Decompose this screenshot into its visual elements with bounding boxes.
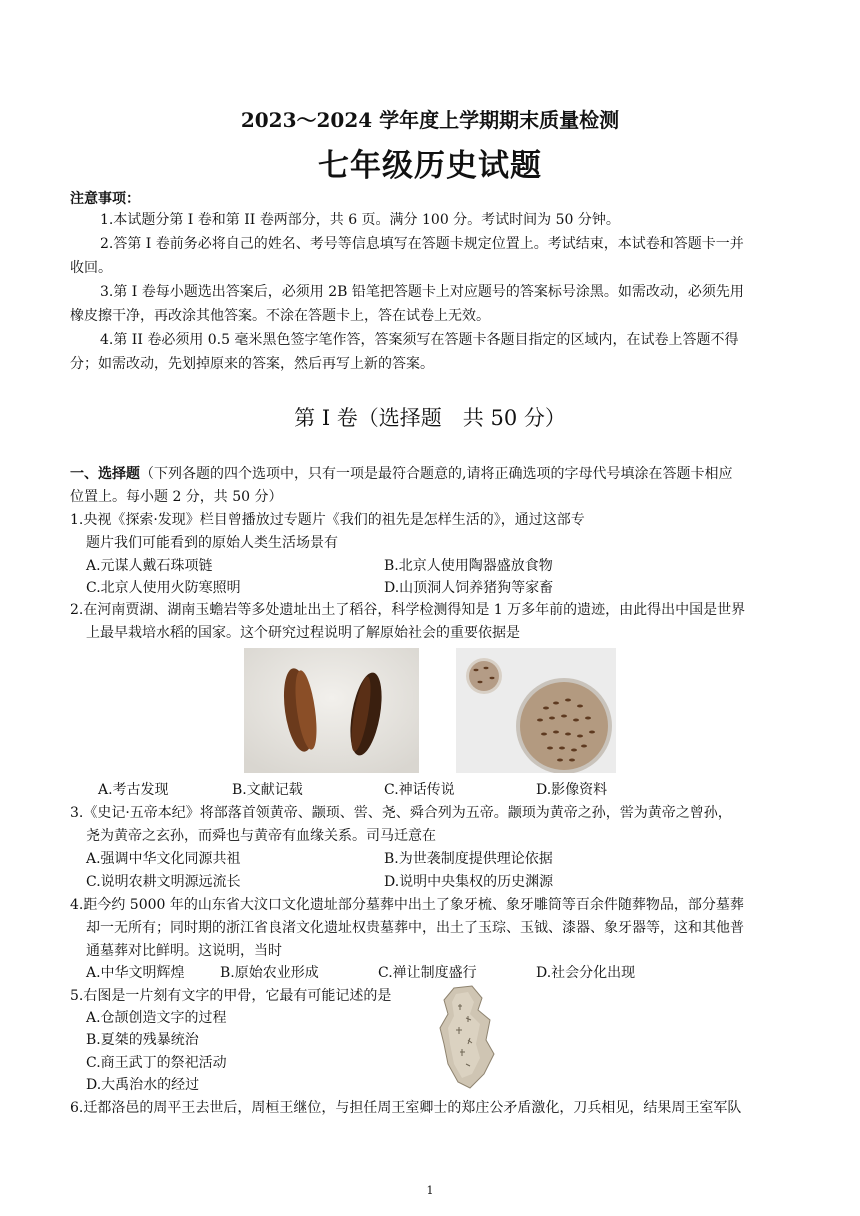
q4-option-d: D.社会分化出现 [536, 965, 636, 981]
q2-option-a: A.考古发现 [98, 782, 169, 798]
question-1-stem: 题片我们可能看到的原始人类生活场景有 [86, 535, 338, 551]
q1-option-d: D.山顶洞人饲养猪狗等家畜 [384, 580, 554, 596]
q2-option-b: B.文献记载 [232, 782, 303, 798]
page-number: 1 [426, 1184, 434, 1197]
q3-option-d: D.说明中央集权的历史渊源 [384, 874, 554, 890]
note-line: 橡皮擦干净，再改涂其他答案。不涂在答题卡上，答在试卷上无效。 [70, 308, 490, 324]
q1-option-a: A.元谋人戴石珠项链 [86, 558, 213, 574]
exam-title: 七年级历史试题 [318, 148, 542, 184]
question-5-stem: 5.右图是一片刻有文字的甲骨，它最有可能记述的是 [70, 988, 392, 1004]
note-line: 收回。 [70, 260, 112, 276]
question-1-stem: 1.央视《探索·发现》栏目曾播放过专题片《我们的祖先是怎样生活的》，通过这部专 [70, 512, 585, 528]
question-4-stem: 却一无所有；同时期的浙江省良渚文化遗址权贵墓葬中，出土了玉琮、玉钺、漆器、象牙器等，这和其他普 [86, 920, 744, 936]
part-description: （下列各题的四个选项中，只有一项是最符合题意的,请将正确选项的字母代号填涂在答题卡相应 [140, 466, 733, 482]
q5-option-a: A.仓颉创造文字的过程 [86, 1010, 227, 1026]
note-line: 1.本试题分第 I 卷和第 II 卷两部分，共 6 页。满分 100 分。考试时间为 50 分钟。 [100, 212, 620, 228]
part-description: 位置上。每小题 2 分，共 50 分） [70, 489, 283, 505]
note-line: 分；如需改动，先划掉原来的答案，然后再写上新的答案。 [70, 356, 434, 372]
rice-grains-microscope-photo [456, 648, 616, 773]
q1-option-b: B.北京人使用陶器盛放食物 [384, 558, 553, 574]
oracle-bone-photo [432, 984, 502, 1090]
term-title: 2023～2024 学年度上学期期末质量检测 [240, 108, 620, 132]
note-line: 2.答第 I 卷前务必将自己的姓名、考号等信息填写在答题卡规定位置上。考试结束，本试卷和答题卡一并 [100, 236, 744, 252]
note-line: 4.第 II 卷必须用 0.5 毫米黑色签字笔作答，答案须写在答题卡各题目指定的区域内，在试卷上答题不得 [100, 332, 739, 348]
notes-heading: 注意事项： [70, 191, 140, 207]
part-heading-line [70, 464, 732, 484]
question-2-stem: 2.在河南贾湖、湖南玉蟾岩等多处遗址出土了稻谷，科学检测得知是 1 万多年前的遗迹，由此得出中国是世界 [70, 602, 746, 618]
question-3-stem: 尧为黄帝之玄孙，而舜也与黄帝有血缘关系。司马迁意在 [86, 828, 436, 844]
part-heading: 一、选择题 [70, 466, 140, 482]
q3-option-c: C.说明农耕文明源远流长 [86, 874, 241, 890]
q4-option-a: A.中华文明辉煌 [86, 965, 185, 981]
section-title: 第 I 卷（选择题 共 50 分） [294, 406, 566, 430]
q2-option-c: C.神话传说 [384, 782, 455, 798]
question-4-stem: 4.距今约 5000 年的山东省大汶口文化遗址部分墓葬中出土了象牙梳、象牙雕筒等百余件随葬物品，部分墓葬 [70, 897, 744, 913]
question-4-stem: 通墓葬对比鲜明。这说明，当时 [86, 943, 282, 959]
q4-option-c: C.禅让制度盛行 [378, 965, 477, 981]
q5-option-b: B.夏桀的残暴统治 [86, 1032, 199, 1048]
q4-option-b: B.原始农业形成 [220, 965, 319, 981]
note-line: 3.第 I 卷每小题选出答案后，必须用 2B 铅笔把答题卡上对应题号的答案标号涂黑。如需改动，必须先用 [100, 284, 744, 300]
q5-option-c: C.商王武丁的祭祀活动 [86, 1055, 227, 1071]
question-2-stem: 上最早栽培水稻的国家。这个研究过程说明了解原始社会的重要依据是 [86, 625, 520, 641]
q3-option-a: A.强调中华文化同源共祖 [86, 851, 241, 867]
question-3-stem: 3.《史记·五帝本纪》将部落首领黄帝、颛顼、喾、尧、舜合列为五帝。颛顼为黄帝之孙，喾为黄帝之曾孙， [70, 805, 732, 821]
question-6-stem: 6.迁都洛邑的周平王去世后，周桓王继位，与担任周王室卿士的郑庄公矛盾激化，刀兵相见，结果周王室军队 [70, 1100, 742, 1116]
q2-option-d: D.影像资料 [536, 782, 608, 798]
q1-option-c: C.北京人使用火防寒照明 [86, 580, 241, 596]
q3-option-b: B.为世袭制度提供理论依据 [384, 851, 553, 867]
rice-grains-photo [244, 648, 419, 773]
q5-option-d: D.大禹治水的经过 [86, 1077, 200, 1093]
